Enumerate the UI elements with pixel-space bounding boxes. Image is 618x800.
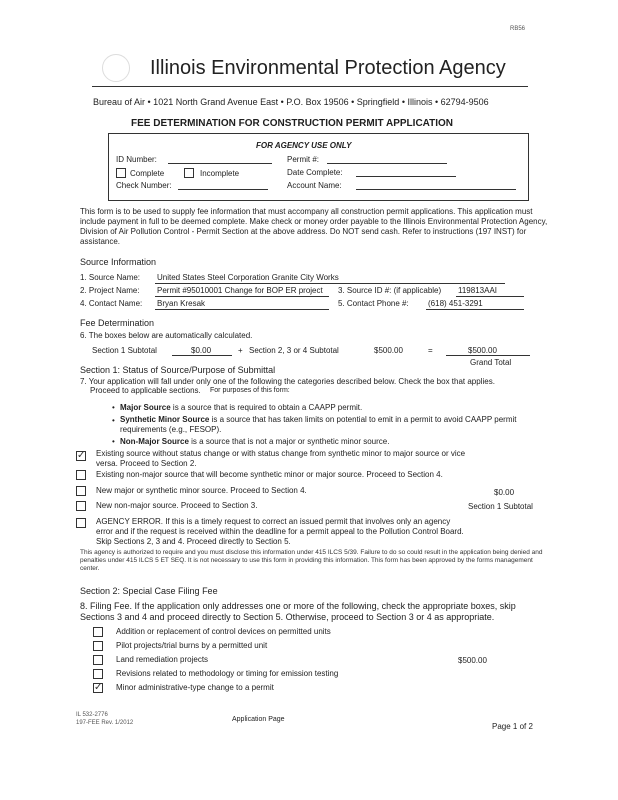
permit-field[interactable] [327,163,447,164]
footer-center: Application Page [232,716,285,723]
source-info-heading: Source Information [80,257,157,267]
grand-total-line [446,355,530,356]
intro-paragraph: This form is to be used to supply fee information that must accompany all construction permit applications. This application must include payment in full to be deemed complete. Make check or money order payable to the Illinois Environmental Protection Agency, Division of Air Pollution Control - Permit Section at the above address. Do NOT send cash. Refer to instructions (197 INST) for assistance. [80,207,548,246]
form-revision: 197-FEE Rev. 1/2012 [76,720,134,726]
fee-item-label-5: Minor administrative-type change to a permit [116,683,274,692]
project-name-value[interactable]: Permit #95010001 Change for BOP ER project [157,286,323,295]
id-number-label: ID Number: [116,155,157,164]
sec1-subtotal-value: $0.00 [191,346,212,355]
fee-item-checkmark-icon: ✓ [94,682,103,693]
agency-name: Illinois Environmental Protection Agency [150,57,506,79]
source-name-value[interactable]: United States Steel Corporation Granite City Works [157,273,339,282]
contact-name-line [155,309,329,310]
grand-total-value: $500.00 [468,346,497,355]
bullet-icon: • [112,416,115,425]
fee-det-note: 6. The boxes below are automatically calculated. [80,331,253,340]
sec234-subtotal-value: $500.00 [374,346,403,355]
fee-det-heading: Fee Determination [80,318,155,328]
fee-item-checkbox-3[interactable] [93,655,103,665]
source-id-value[interactable]: 119813AAI [458,286,497,295]
project-name-line [155,296,329,297]
opt1-label: Existing source without status change or with status change from synthetic minor to major source or vice versa. Proceed to Section 2. [96,449,466,468]
source-name-label: 1. Source Name: [80,273,141,282]
source-id-line [456,296,524,297]
incomplete-label: Incomplete [200,169,240,178]
non-major-def: is a source that is not a major or synthetic minor source. [191,437,390,446]
form-title: FEE DETERMINATION FOR CONSTRUCTION PERMIT APPLICATION [131,118,454,129]
opt3-checkbox[interactable] [76,486,86,496]
major-source-term: Major Source [120,403,171,412]
fee-item-label-2: Pilot projects/trial burns by a permitted unit [116,641,268,650]
contact-phone-label: 5. Contact Phone #: [338,299,409,308]
source-id-label: 3. Source ID #: (if applicable) [338,286,442,295]
incomplete-checkbox[interactable] [184,168,194,178]
check-number-label: Check Number: [116,181,172,190]
agency-address: Bureau of Air • 1021 North Grand Avenue East • P.O. Box 19506 • Springfield • Illinois • 62794-9506 [93,97,489,107]
contact-phone-line [426,309,524,310]
non-major-term: Non-Major Source [120,437,189,446]
equals-sign: = [428,346,433,355]
sec1-subtotal-footer-label: Section 1 Subtotal [468,502,533,511]
permit-label: Permit #: [287,155,320,164]
corner-code: RB56 [510,26,526,32]
agency-use-heading: FOR AGENCY USE ONLY [256,141,352,150]
major-source-def: is a source that is required to obtain a CAAPP permit. [172,403,363,412]
purposes-text: For purposes of this form: [210,387,290,394]
opt2-checkbox[interactable] [76,470,86,480]
fee-item-label-1: Addition or replacement of control devices on permitted units [116,627,331,636]
header-rule [92,86,528,87]
sec1-subtotal-label: Section 1 Subtotal [92,346,157,355]
fee-item-value: $500.00 [458,656,487,665]
fee-item-checkbox-1[interactable] [93,627,103,637]
section2-heading: Section 2: Special Case Filing Fee [80,586,218,596]
complete-label: Complete [130,169,165,178]
fee-item-checkbox-4[interactable] [93,669,103,679]
date-complete-field[interactable] [356,176,456,177]
fee-item-checkbox-2[interactable] [93,641,103,651]
project-name-label: 2. Project Name: [80,286,140,295]
synthetic-minor-def: is a source that has taken limits on potential to emit in a permit to avoid CAAPP permit requirements (e.g., FESOP). [120,415,517,434]
page-number: Page 1 of 2 [492,722,533,731]
bullet-icon: • [112,403,115,412]
opt3-label: New major or synthetic minor source. Proceed to Section 4. [96,486,307,495]
contact-name-label: 4. Contact Name: [80,299,143,308]
sec234-subtotal-label: Section 2, 3 or 4 Subtotal [249,346,339,355]
form-code: IL 532-2776 [76,712,108,718]
disclaimer: This agency is authorized to require and you must disclose this information under 415 ILCS 5/39. Failure to do so could result in the application being denied and penalties under 415 ILCS 5 ET SEQ. It is not necessary to use this form in providing this information. This form has been approved by the forms management center. [80,549,543,572]
opt3-value: $0.00 [494,488,515,497]
date-complete-label: Date Complete: [287,168,343,177]
bullet-icon: • [112,437,115,446]
contact-name-value[interactable]: Bryan Kresak [157,299,206,308]
opt1-checkmark-icon: ✓ [77,450,86,461]
fee-item-label-4: Revisions related to methodology or timing for emission testing [116,669,339,678]
sec1-subtotal-line [172,355,232,356]
q7-proceed: Proceed to applicable sections. [90,386,201,395]
check-number-field[interactable] [178,189,268,190]
section1-heading: Section 1: Status of Source/Purpose of Submittal [80,365,276,375]
opt5-label: AGENCY ERROR. If this is a timely request to correct an issued permit that involves only an agency error and if the request is received within the deadline for a permit appeal to the Pollution Control Board. Skip Sections 2, 3 and 4. Proceed directly to Section 5. [96,517,464,546]
opt4-checkbox[interactable] [76,501,86,511]
agency-logo-icon [102,54,130,82]
contact-phone-value[interactable]: (618) 451-3291 [428,299,483,308]
id-number-field[interactable] [168,163,272,164]
q8-text: 8. Filing Fee. If the application only addresses one or more of the following, check the appropriate boxes, skip Sections 3 and 4 and proceed directly to Section 5. Otherwise, proceed to Section 3 or 4 as appropriate. [80,601,516,622]
synthetic-minor-term: Synthetic Minor Source [120,415,210,424]
source-name-line [155,283,505,284]
account-name-field[interactable] [356,189,516,190]
opt2-label: Existing non-major source that will become synthetic minor or major source. Proceed to Section 4. [96,470,443,479]
complete-checkbox[interactable] [116,168,126,178]
opt4-label: New non-major source. Proceed to Section 3. [96,501,258,510]
account-name-label: Account Name: [287,181,342,190]
fee-item-label-3: Land remediation projects [116,655,209,664]
plus-sign: + [238,346,243,355]
grand-total-label: Grand Total [470,358,512,367]
q7-text: 7. Your application will fall under only one of the following the categories described below. Check the box that applies. [80,377,495,386]
opt5-checkbox[interactable] [76,518,86,528]
